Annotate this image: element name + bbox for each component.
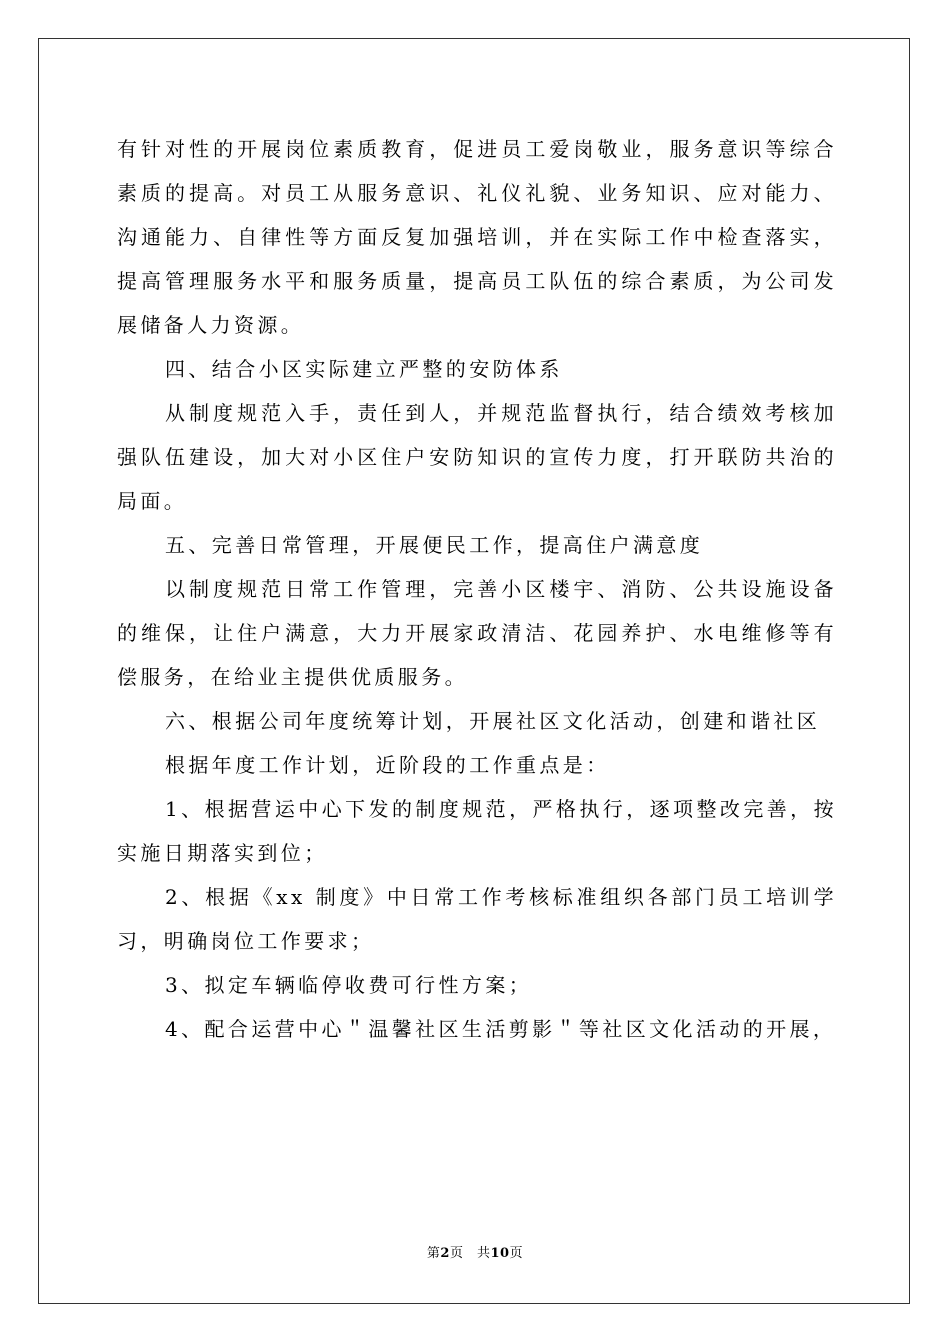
list-item-3: 3、拟定车辆临停收费可行性方案； (165, 973, 533, 997)
list-item-4: 4、配合运营中心＂温馨社区生活剪影＂等社区文化活动的开展， (165, 1017, 837, 1041)
section-heading-4: 四、结合小区实际建立严整的安防体系 (165, 357, 563, 381)
paragraph-daily-management: 以制度规范日常工作管理，完善小区楼宇、消防、公共设施设备的维保，让住户满意，大力开展家政清洁、花园养护、水电维修等有偿服务，在给业主提供优质服务。 (117, 577, 837, 689)
section-heading-6: 六、根据公司年度统筹计划，开展社区文化活动，创建和谐社区 (165, 709, 821, 733)
document-body (117, 127, 837, 1051)
footer-suffix: 页 (509, 1246, 524, 1261)
page-footer (0, 1244, 950, 1264)
paragraph-work-focus-intro: 根据年度工作计划，近阶段的工作重点是： (165, 753, 610, 777)
current-page-number: 2 (440, 1246, 450, 1261)
paragraph-continuation: 有针对性的开展岗位素质教育，促进员工爱岗敬业，服务意识等综合素质的提高。对员工从服务意识、礼仪礼貌、业务知识、应对能力、沟通能力、自律性等方面反复加强培训，并在实际工作中检查落实，提高管理服务水平和服务质量，提高员工队伍的综合素质，为公司发展储备人力资源。 (117, 137, 837, 337)
footer-prefix: 第 (426, 1246, 441, 1261)
list-item-2: 2、根据《xx 制度》中日常工作考核标准组织各部门员工培训学习，明确岗位工作要求； (117, 885, 837, 953)
total-pages-number: 10 (490, 1246, 510, 1261)
footer-middle: 页 共 (449, 1246, 491, 1261)
section-heading-5: 五、完善日常管理，开展便民工作，提高住户满意度 (165, 533, 704, 557)
list-item-1: 1、根据营运中心下发的制度规范，严格执行，逐项整改完善，按实施日期落实到位； (117, 797, 837, 865)
paragraph-security: 从制度规范入手，责任到人，并规范监督执行，结合绩效考核加强队伍建设，加大对小区住户安防知识的宣传力度，打开联防共治的局面。 (117, 401, 837, 513)
